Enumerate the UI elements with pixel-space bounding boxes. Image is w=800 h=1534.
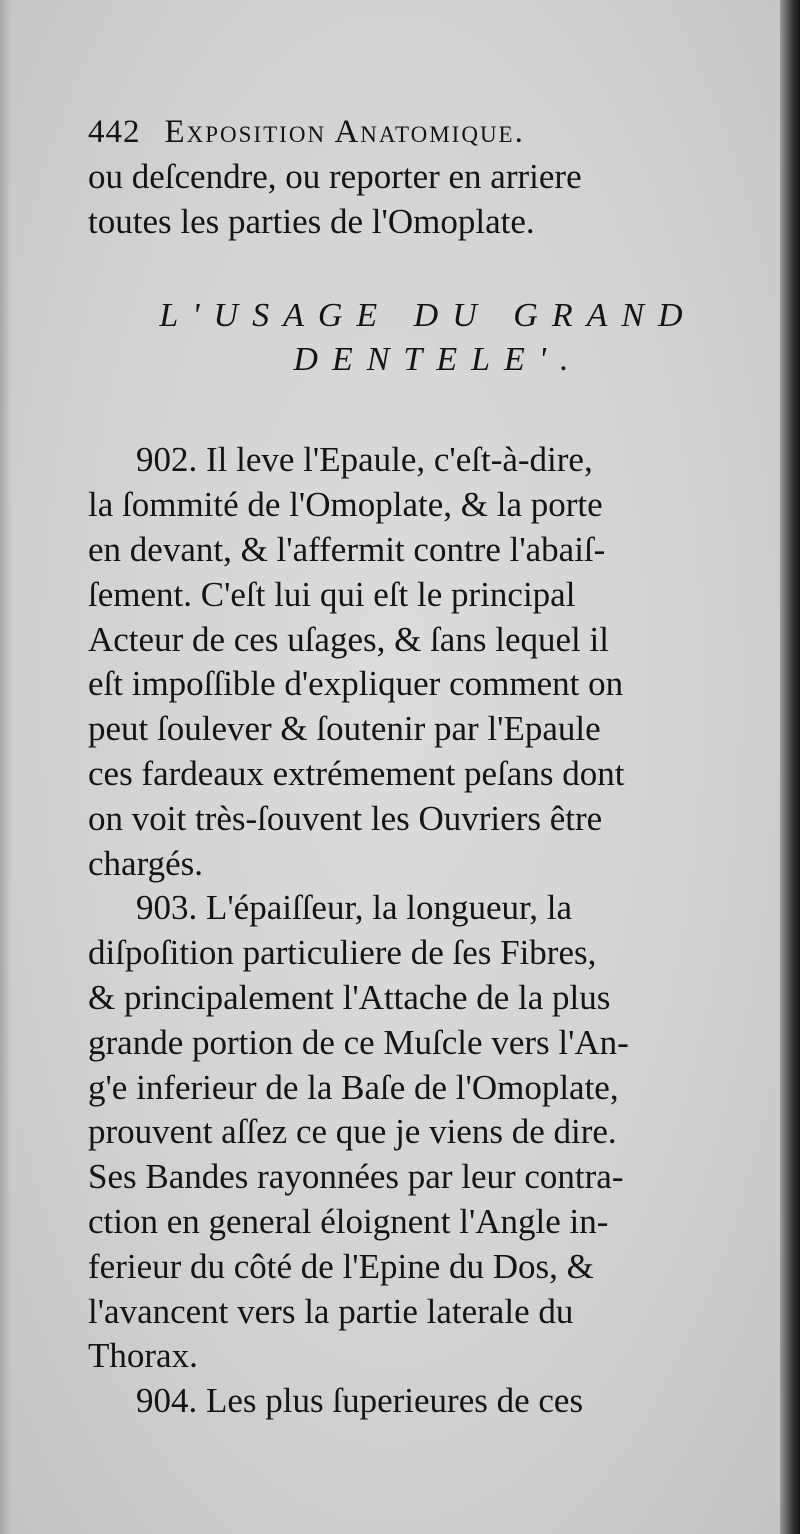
page-edge-shadow (0, 0, 12, 1534)
paragraph-903 (88, 886, 728, 1379)
text-line: peut ſoulever & ſoutenir par l'Epaule (88, 709, 601, 749)
book-gutter-shadow (780, 0, 800, 1534)
running-head-title: Exposition Anatomique. (164, 114, 525, 150)
text-line: la ſommité de l'Omoplate, & la porte (88, 485, 603, 525)
text-line: diſpoſition particuliere de ſes Fibres, (88, 933, 597, 973)
text-line: ces fardeaux extrémement peſans dont (88, 753, 625, 793)
spacer (88, 382, 728, 438)
text-line: prouvent aſſez ce que je viens de dire. (88, 1112, 617, 1152)
text-line: l'avancent vers la partie laterale du (88, 1291, 574, 1331)
text-line: ferieur du côté de l'Epine du Dos, & (88, 1246, 594, 1286)
page-text-block (88, 110, 728, 1424)
text-line: 902. Il leve l'Epaule, c'eſt-à-dire, (136, 440, 593, 480)
text-line: en devant, & l'affermit contre l'abaiſ- (88, 529, 606, 569)
text-line: Ses Bandes rayonnées par leur contra- (88, 1157, 624, 1197)
text-line: grande portion de ce Muſcle vers l'An- (88, 1022, 629, 1062)
running-head (88, 110, 728, 155)
text-line: & principalement l'Attache de la plus (88, 977, 611, 1017)
text-line: ſement. C'eſt lui qui eſt le principal (88, 574, 576, 614)
text-line: 904. Les plus ſuperieures de ces (136, 1381, 584, 1421)
section-title-line-1: L'USAGE DU GRAND (159, 297, 697, 335)
text-line: g'e inferieur de la Baſe de l'Omoplate, (88, 1067, 619, 1107)
section-title (88, 294, 728, 382)
section-title-line-2: DENTELE'. (293, 341, 583, 379)
text-line: eſt impoſſible d'expliquer comment on (88, 664, 624, 704)
text-line: chargés. (88, 843, 203, 883)
text-line: toutes les parties de l'Omoplate. (88, 201, 535, 241)
text-line: Thorax. (88, 1336, 198, 1376)
text-line: 903. L'épaiſſeur, la longueur, la (136, 888, 572, 928)
paragraph-902 (88, 438, 728, 886)
page-number: 442 (88, 114, 141, 150)
text-line: ou deſcendre, ou reporter en arriere (88, 156, 582, 196)
text-line: on voit très-ſouvent les Ouvriers être (88, 798, 603, 838)
text-line: ction en general éloignent l'Angle in- (88, 1201, 609, 1241)
text-line: Acteur de ces uſages, & ſans lequel il (88, 619, 609, 659)
paragraph-904 (88, 1379, 728, 1424)
